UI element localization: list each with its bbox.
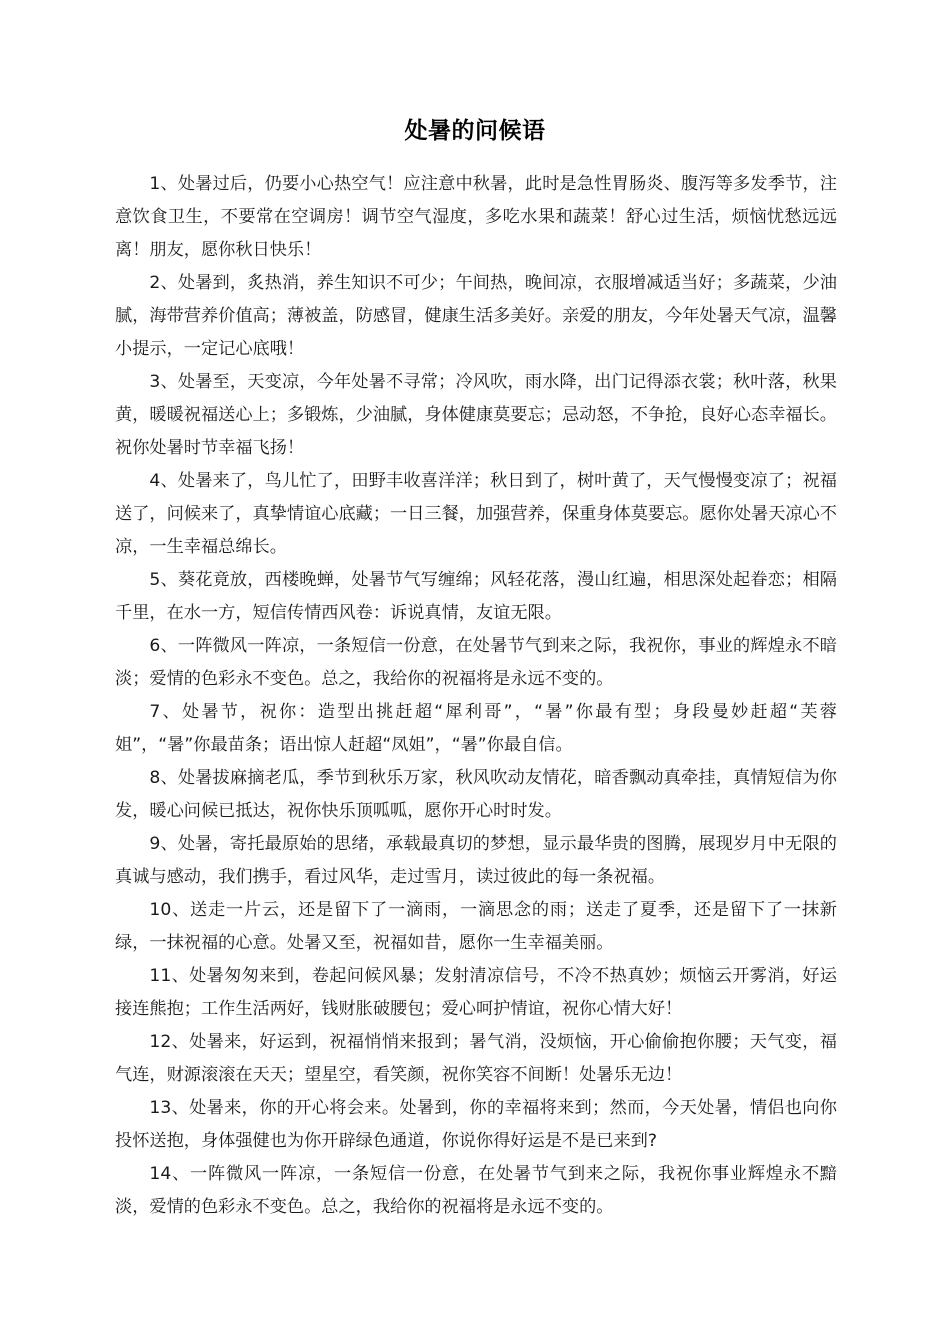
paragraph-13: 13、处暑来，你的开心将会来。处暑到，你的幸福将来到；然而，今天处暑，情侣也向你投怀送抱，身体强健也为你开辟绿色通道，你说你得好运是不是已来到?	[115, 1098, 837, 1151]
paragraph-2: 2、处暑到，炙热消，养生知识不可少；午间热，晚间凉，衣服增减适当好；多蔬菜，少油腻，海带营养价值高；薄被盖，防感冒，健康生活多美好。亲爱的朋友，今年处暑天气凉，温馨小提示，一定记心底哦！	[115, 273, 837, 359]
paragraph-11: 11、处暑匆匆来到，卷起问候风暴；发射清凉信号，不冷不热真妙；烦恼云开雾消，好运接连熊抱；工作生活两好，钱财胀破腰包；爱心呵护情谊，祝你心情大好！	[115, 966, 837, 1019]
paragraph-4: 4、处暑来了，鸟儿忙了，田野丰收喜洋洋；秋日到了，树叶黄了，天气慢慢变凉了；祝福送了，问候来了，真挚情谊心底藏；一日三餐，加强营养，保重身体莫要忘。愿你处暑天凉心不凉，一生幸福总绵长。	[115, 471, 837, 557]
paragraph-10: 10、送走一片云，还是留下了一滴雨，一滴思念的雨；送走了夏季，还是留下了一抹新绿，一抹祝福的心意。处暑又至，祝福如昔，愿你一生幸福美丽。	[115, 900, 837, 953]
document-title: 处暑的问候语	[404, 118, 546, 144]
paragraph-14: 14、一阵微风一阵凉，一条短信一份意，在处暑节气到来之际，我祝你事业辉煌永不黯淡，爱情的色彩永不变色。总之，我给你的祝福将是永远不变的。	[115, 1164, 837, 1217]
paragraph-5: 5、葵花竟放，西楼晚蝉，处暑节气写缠绵；风轻花落，漫山红遍，相思深处起眷恋；相隔千里，在水一方，短信传情西风卷：诉说真情，友谊无限。	[115, 570, 837, 623]
paragraph-7: 7、处暑节，祝你：造型出挑赶超“犀利哥”，“暑”你最有型；身段曼妙赶超“芙蓉姐”，“暑”你最苗条；语出惊人赶超“凤姐”，“暑”你最自信。	[115, 702, 837, 755]
paragraph-1: 1、处暑过后，仍要小心热空气！应注意中秋暑，此时是急性胃肠炎、腹泻等多发季节，注意饮食卫生，不要常在空调房！调节空气湿度，多吃水果和蔬菜！舒心过生活，烦恼忧愁远远离！朋友，愿你秋日快乐！	[115, 174, 837, 260]
paragraph-3: 3、处暑至，天变凉，今年处暑不寻常；冷风吹，雨水降，出门记得添衣裳；秋叶落，秋果黄，暖暖祝福送心上；多锻炼，少油腻，身体健康莫要忘；忌动怒，不争抢，良好心态幸福长。祝你处暑时节幸福飞扬！	[115, 372, 837, 458]
paragraph-9: 9、处暑，寄托最原始的思绪，承载最真切的梦想，显示最华贵的图腾，展现岁月中无限的真诚与感动，我们携手，看过风华，走过雪月，读过彼此的每一条祝福。	[115, 834, 837, 887]
paragraph-12: 12、处暑来，好运到，祝福悄悄来报到；暑气消，没烦恼，开心偷偷抱你腰；天气变，福气连，财源滚滚在天天；望星空，看笑颜，祝你笑容不间断！处暑乐无边！	[115, 1032, 837, 1085]
paragraph-8: 8、处暑拔麻摘老瓜，季节到秋乐万家，秋风吹动友情花，暗香飘动真牵挂，真情短信为你发，暖心问候已抵达，祝你快乐顶呱呱，愿你开心时时发。	[115, 768, 837, 821]
document-body	[115, 168, 837, 1224]
paragraph-6: 6、一阵微风一阵凉，一条短信一份意，在处暑节气到来之际，我祝你，事业的辉煌永不暗淡；爱情的色彩永不变色。总之，我给你的祝福将是永远不变的。	[115, 636, 837, 689]
